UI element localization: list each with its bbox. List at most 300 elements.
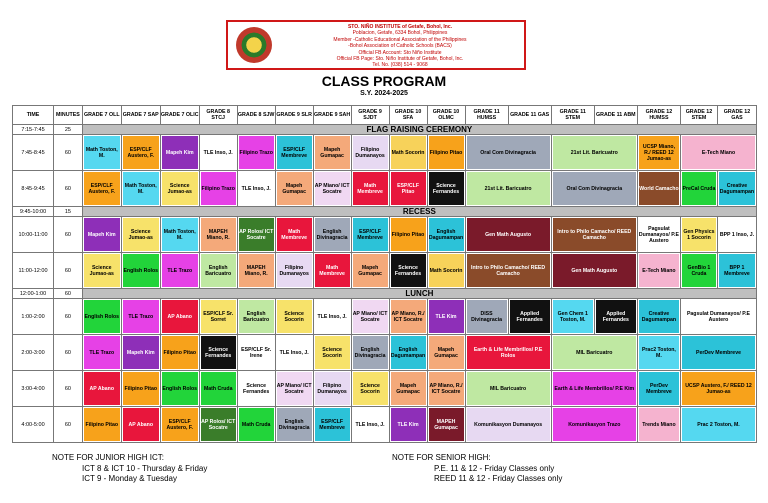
class-cell — [551, 299, 594, 335]
minutes-cell: 60 — [54, 253, 83, 289]
class-cell — [313, 335, 351, 371]
subject-teacher: Math Socorin — [391, 136, 426, 169]
class-cell — [717, 217, 756, 253]
time-cell: 12:00-1:00 — [13, 289, 54, 299]
school-membership: Member -Catholic Educational Association of the Philippines — [333, 36, 467, 43]
class-cell — [199, 371, 237, 407]
subject-teacher: Applied Fernandes — [596, 300, 636, 333]
class-cell — [389, 217, 427, 253]
time-cell: 9:45-10:00 — [13, 207, 54, 217]
subject-teacher: Science Fernandes — [201, 336, 236, 369]
class-cell — [351, 299, 389, 335]
minutes-cell: 60 — [54, 371, 83, 407]
class-cell — [199, 299, 237, 335]
subject-teacher: ESP/CLF Membreve — [315, 408, 350, 441]
subject-teacher: AP Miano, R./ ICT Socatre — [429, 372, 464, 405]
break-label: FLAG RAISING CEREMONY — [82, 125, 756, 135]
subject-teacher: English Dagumampan — [429, 218, 464, 251]
class-cell — [680, 217, 717, 253]
subject-teacher: AP Miano/ ICT Socatre — [353, 300, 388, 333]
class-cell — [82, 253, 121, 289]
subject-teacher: Prac 2 Toston, M. — [682, 408, 755, 441]
class-cell — [389, 371, 427, 407]
class-cell — [465, 135, 551, 171]
column-header: GRADE 10 OLMC — [427, 106, 465, 125]
subject-teacher: English Dagumampan — [391, 336, 426, 369]
class-cell — [121, 335, 160, 371]
class-cell — [199, 171, 237, 207]
class-cell — [275, 171, 313, 207]
subject-teacher: English Divinagracia — [315, 218, 350, 251]
column-header: GRADE 12 GAS — [717, 106, 756, 125]
table-header-row — [13, 106, 757, 125]
class-program-table — [12, 105, 757, 443]
subject-teacher: Mapeh Kim — [123, 336, 159, 369]
junior-high-notes — [52, 453, 207, 485]
column-header: GRADE 11 ABM — [594, 106, 637, 125]
column-header: GRADE 9 SJDT — [351, 106, 389, 125]
schedule-row — [13, 335, 757, 371]
class-cell — [82, 171, 121, 207]
page-title: CLASS PROGRAM — [321, 73, 447, 89]
telephone: Tel. No. (038) 514 - 9068 — [372, 62, 428, 69]
school-year: S.Y. 2024-2025 — [360, 90, 408, 97]
class-cell — [237, 371, 275, 407]
subject-teacher: TLE Inso, J. — [315, 300, 350, 333]
class-cell — [82, 217, 121, 253]
subject-teacher: AP Abano — [84, 372, 120, 405]
class-cell — [508, 299, 551, 335]
class-cell — [551, 135, 637, 171]
subject-teacher: Science Socorin — [277, 300, 312, 333]
subject-teacher: Earth & Life Membrillos/ P.E Rolos — [467, 336, 550, 369]
subject-teacher: Science Jumao-as — [84, 254, 120, 287]
subject-teacher: English Baricuatro — [201, 254, 236, 287]
class-cell — [351, 371, 389, 407]
class-cell — [351, 135, 389, 171]
class-cell — [637, 135, 680, 171]
class-cell — [717, 171, 756, 207]
class-cell — [82, 299, 121, 335]
class-cell — [465, 171, 551, 207]
class-cell — [389, 335, 427, 371]
class-cell — [389, 135, 427, 171]
column-header: GRADE 12 HUMSS — [637, 106, 680, 125]
class-cell — [313, 253, 351, 289]
time-cell: 3:00-4:00 — [13, 371, 54, 407]
school-info — [278, 24, 522, 69]
subject-teacher: Math Toston, M. — [162, 218, 198, 251]
minutes-cell: 25 — [54, 125, 83, 135]
class-cell — [594, 299, 637, 335]
class-cell — [121, 253, 160, 289]
class-cell — [389, 407, 427, 443]
class-cell — [313, 217, 351, 253]
schedule-row — [13, 299, 757, 335]
subject-teacher: Math Cruda — [201, 372, 236, 405]
minutes-cell: 60 — [54, 289, 83, 299]
subject-teacher: MAPEH Miano, R. — [201, 218, 236, 251]
subject-teacher: Creative Dagumampan — [719, 172, 755, 205]
class-cell — [465, 407, 551, 443]
school-name: STO. NIÑO INSTITUTE of Getafe, Bohol, Inc. — [347, 24, 453, 30]
class-cell — [680, 407, 756, 443]
class-cell — [351, 217, 389, 253]
schedule-row — [13, 407, 757, 443]
class-cell — [427, 253, 465, 289]
subject-teacher: TLE Trazo — [162, 254, 198, 287]
class-cell — [551, 217, 637, 253]
class-cell — [160, 135, 199, 171]
class-cell — [465, 299, 508, 335]
class-cell — [551, 335, 637, 371]
break-label: LUNCH — [82, 289, 756, 299]
subject-teacher: Prac2 Toston, M. — [639, 336, 679, 369]
class-cell — [199, 335, 237, 371]
column-header: GRADE 11 STEM — [551, 106, 594, 125]
subject-teacher: ESP/CLF Pitao — [391, 172, 426, 205]
subject-teacher: Math Toston, M. — [84, 136, 120, 169]
class-cell — [237, 335, 275, 371]
subject-teacher: Filipino Trazo — [201, 172, 236, 205]
subject-teacher: Komunikasyon Dumanayos — [467, 408, 550, 441]
subject-teacher: Intro to Philo Camacho/ REED Camacho — [553, 218, 636, 251]
subject-teacher: ESP/CLF Membreve — [353, 218, 388, 251]
class-cell — [121, 371, 160, 407]
subject-teacher: Gen Chem 1 Toston, M. — [553, 300, 593, 333]
column-header: MINUTES — [54, 106, 83, 125]
class-cell — [313, 135, 351, 171]
fb-account: Official FB Account: Sto Niño Institute — [358, 49, 442, 56]
subject-teacher: Trends Miano — [639, 408, 679, 441]
subject-teacher: TLE Inso, J. — [277, 336, 312, 369]
subject-teacher: PreCal Cruda — [682, 172, 716, 205]
subject-teacher: Math Membreve — [277, 218, 312, 251]
class-cell — [160, 299, 199, 335]
break-row — [13, 207, 757, 217]
minutes-cell: 60 — [54, 217, 83, 253]
schedule-row — [13, 171, 757, 207]
column-header: GRADE 7 OLIC — [160, 106, 199, 125]
subject-teacher: Intro to Philo Camacho/ REED Camacho — [467, 254, 550, 287]
class-cell — [427, 371, 465, 407]
column-header: GRADE 8 STCJ — [199, 106, 237, 125]
subject-teacher: Filipino Pitao — [391, 218, 426, 251]
school-header — [226, 20, 526, 70]
school-address: Poblacion, Getafe, 6334 Bohol, Philippines — [352, 30, 448, 37]
subject-teacher: Komunikasyon Trazo — [553, 408, 636, 441]
subject-teacher: Filipino Dumanayos — [277, 254, 312, 287]
schedule-row — [13, 217, 757, 253]
class-cell — [275, 407, 313, 443]
class-cell — [427, 407, 465, 443]
senior-high-notes — [392, 453, 562, 485]
class-cell — [637, 171, 680, 207]
subject-teacher: Science Fernandes — [391, 254, 426, 287]
subject-teacher: Filipino Pitao — [162, 336, 198, 369]
class-cell — [680, 371, 756, 407]
class-cell — [237, 299, 275, 335]
minutes-cell: 60 — [54, 335, 83, 371]
class-cell — [389, 253, 427, 289]
class-cell — [121, 299, 160, 335]
class-cell — [680, 335, 756, 371]
class-cell — [389, 299, 427, 335]
subject-teacher: BPP 1 Inso, J. — [719, 218, 755, 251]
subject-teacher: Science Jumao-as — [162, 172, 198, 205]
subject-teacher: Science Fernandes — [429, 172, 464, 205]
class-cell — [427, 171, 465, 207]
subject-teacher: Filipino Trazo — [239, 136, 274, 169]
class-cell — [275, 217, 313, 253]
column-header: GRADE 8 SJW — [237, 106, 275, 125]
class-cell — [465, 371, 551, 407]
subject-teacher: TLE Kim — [391, 408, 426, 441]
subject-teacher: 21st Lit. Baricuatro — [467, 172, 550, 205]
subject-teacher: AP Miano, R./ ICT Socatre — [391, 300, 426, 333]
class-cell — [427, 135, 465, 171]
subject-teacher: Mapeh Gumapac — [391, 372, 426, 405]
junior-note-line: ICT 8 & ICT 10 - Thursday & Friday — [82, 463, 208, 473]
class-cell — [160, 371, 199, 407]
school-association: -Bohol Association of Catholic Schools (BACS) — [348, 43, 452, 50]
class-cell — [237, 217, 275, 253]
class-cell — [551, 253, 637, 289]
class-cell — [465, 253, 551, 289]
subject-teacher: 21st Lit. Baricuatro — [553, 136, 636, 169]
subject-teacher: E-Tech Miano — [639, 254, 679, 287]
time-cell: 10:00-11:00 — [13, 217, 54, 253]
subject-teacher: Science Fernandes — [239, 372, 274, 405]
break-row — [13, 289, 757, 299]
class-cell — [275, 335, 313, 371]
subject-teacher: Oral Com Divinagracia — [553, 172, 636, 205]
class-cell — [313, 407, 351, 443]
class-cell — [275, 253, 313, 289]
subject-teacher: TLE Inso, J. — [201, 136, 236, 169]
subject-teacher: PerDev Membreve — [682, 336, 755, 369]
subject-teacher: Math Membreve — [353, 172, 388, 205]
class-cell — [551, 407, 637, 443]
class-cell — [637, 217, 680, 253]
class-cell — [199, 407, 237, 443]
subject-teacher: English Rolos — [84, 300, 120, 333]
subject-teacher: AP Miano/ ICT Socatre — [277, 372, 312, 405]
subject-teacher: Oral Com Divinagracia — [467, 136, 550, 169]
column-header: TIME — [13, 106, 54, 125]
subject-teacher: Gen Math Augusto — [467, 218, 550, 251]
subject-teacher: TLE Inso, J. — [239, 172, 274, 205]
subject-teacher: Gen Math Augusto — [553, 254, 636, 287]
subject-teacher: Science Socorin — [315, 336, 350, 369]
subject-teacher: Filipino Dumanayos — [315, 372, 350, 405]
subject-teacher: AP Miano/ ICT Socatre — [315, 172, 350, 205]
column-header: GRADE 7 OLL — [82, 106, 121, 125]
class-cell — [427, 217, 465, 253]
class-cell — [275, 371, 313, 407]
column-header: GRADE 9 SLR — [275, 106, 313, 125]
schedule-row — [13, 135, 757, 171]
class-cell — [199, 217, 237, 253]
column-header: GRADE 7 SAP — [121, 106, 160, 125]
break-row — [13, 125, 757, 135]
class-cell — [199, 253, 237, 289]
subject-teacher: Mapeh Gumapac — [429, 336, 464, 369]
subject-teacher: Math Socorin — [429, 254, 464, 287]
class-cell — [389, 171, 427, 207]
column-header: GRADE 9 SAH — [313, 106, 351, 125]
class-cell — [275, 299, 313, 335]
junior-notes-title: NOTE FOR JUNIOR HIGH ICT: — [52, 453, 164, 462]
subject-teacher: Mapeh Gumapac — [315, 136, 350, 169]
subject-teacher: Pagsulat Dumanayos/ P.E Austero — [639, 218, 679, 251]
class-cell — [121, 135, 160, 171]
class-cell — [237, 135, 275, 171]
subject-teacher: Math Toston, M. — [123, 172, 159, 205]
subject-teacher: PerDev Membreve — [639, 372, 679, 405]
subject-teacher: Science Jumao-as — [123, 218, 159, 251]
subject-teacher: GenBio 1 Cruda — [682, 254, 716, 287]
class-cell — [82, 371, 121, 407]
subject-teacher: Mapeh Kim — [162, 136, 198, 169]
class-cell — [717, 253, 756, 289]
class-cell — [237, 253, 275, 289]
class-cell — [275, 135, 313, 171]
time-cell: 8:45-9:45 — [13, 171, 54, 207]
class-cell — [551, 371, 637, 407]
subject-teacher: BPP 1 Membreve — [719, 254, 755, 287]
class-cell — [237, 171, 275, 207]
subject-teacher: ESP/CLF Austero, F. — [84, 172, 120, 205]
class-cell — [551, 171, 637, 207]
class-cell — [313, 299, 351, 335]
class-cell — [160, 171, 199, 207]
class-cell — [82, 135, 121, 171]
class-cell — [160, 407, 199, 443]
subject-teacher: Filipino Dumanayos — [353, 136, 388, 169]
subject-teacher: AP Rolos/ ICT Socatre — [201, 408, 236, 441]
column-header: GRADE 11 HUMSS — [465, 106, 508, 125]
class-cell — [121, 407, 160, 443]
class-cell — [351, 335, 389, 371]
time-cell: 2:00-3:00 — [13, 335, 54, 371]
subject-teacher: Filipino Pitao — [429, 136, 464, 169]
senior-note-line: REED 11 & 12 - Friday Classes only — [434, 474, 563, 483]
subject-teacher: UCSP Austero, F./ REED 12 Jumao-as — [682, 372, 755, 405]
subject-teacher: ESP/CLF Sr. Sorret — [201, 300, 236, 333]
class-cell — [465, 217, 551, 253]
subject-teacher: Pagsulat Dumanayos/ P.E Austero — [682, 300, 755, 333]
class-cell — [680, 299, 756, 335]
class-cell — [637, 299, 680, 335]
fb-page: Official FB Page: Sto. Niño Institute of Getafe, Bohol, Inc. — [336, 56, 464, 63]
subject-teacher: AP Abano — [123, 408, 159, 441]
subject-teacher: AP Rolos/ ICT Socatre — [239, 218, 274, 251]
subject-teacher: Filipino Pitao — [123, 372, 159, 405]
class-cell — [121, 217, 160, 253]
subject-teacher: Earth & Life Membrillos/ P.E Kim — [553, 372, 636, 405]
schedule-row — [13, 371, 757, 407]
junior-note-line: ICT 9 - Monday & Tuesday — [82, 474, 178, 483]
subject-teacher: Filipino Pitao — [84, 408, 120, 441]
class-cell — [313, 371, 351, 407]
minutes-cell: 60 — [54, 135, 83, 171]
subject-teacher: Math Cruda — [239, 408, 274, 441]
class-cell — [637, 371, 680, 407]
class-cell — [680, 135, 756, 171]
break-label: RECESS — [82, 207, 756, 217]
subject-teacher: Gen Physics 1 Socorin — [682, 218, 716, 251]
class-cell — [82, 335, 121, 371]
subject-teacher: AP Abano — [162, 300, 198, 333]
class-cell — [465, 335, 551, 371]
subject-teacher: Creative Dagumampan — [639, 300, 679, 333]
column-header: GRADE 12 STEM — [680, 106, 717, 125]
subject-teacher: English Rolos — [162, 372, 198, 405]
class-cell — [160, 253, 199, 289]
class-cell — [199, 135, 237, 171]
subject-teacher: Science Socorin — [353, 372, 388, 405]
subject-teacher: ESP/CLF Austero, F. — [123, 136, 159, 169]
senior-notes-title: NOTE FOR SENIOR HIGH: — [392, 453, 491, 462]
class-cell — [351, 171, 389, 207]
subject-teacher: MIL Baricuatro — [553, 336, 636, 369]
subject-teacher: ESP/CLF Sr. Irene — [239, 336, 274, 369]
class-cell — [637, 407, 680, 443]
class-cell — [427, 299, 465, 335]
subject-teacher: TLE Kim — [429, 300, 464, 333]
class-cell — [427, 335, 465, 371]
subject-teacher: ESP/CLF Membreve — [277, 136, 312, 169]
class-cell — [313, 171, 351, 207]
time-cell: 7:15-7:45 — [13, 125, 54, 135]
schedule-row — [13, 253, 757, 289]
class-cell — [351, 253, 389, 289]
subject-teacher: English Divinagracia — [277, 408, 312, 441]
subject-teacher: TLE Inso, J. — [353, 408, 388, 441]
time-cell: 11:00-12:00 — [13, 253, 54, 289]
class-cell — [237, 407, 275, 443]
minutes-cell: 60 — [54, 171, 83, 207]
class-cell — [121, 171, 160, 207]
subject-teacher: Mapeh Gumapac — [353, 254, 388, 287]
time-cell: 1:00-2:00 — [13, 299, 54, 335]
column-header: GRADE 10 SFA — [389, 106, 427, 125]
minutes-cell: 15 — [54, 207, 83, 217]
subject-teacher: Mapeh Gumapac — [277, 172, 312, 205]
time-cell: 7:45-8:45 — [13, 135, 54, 171]
subject-teacher: World Camacho — [639, 172, 679, 205]
subject-teacher: UCSP Miano, R./ REED 12 Jumao-as — [639, 136, 679, 169]
minutes-cell: 60 — [54, 407, 83, 443]
class-cell — [680, 171, 717, 207]
subject-teacher: Applied Fernandes — [510, 300, 550, 333]
minutes-cell: 60 — [54, 299, 83, 335]
subject-teacher: E-Tech Miano — [682, 136, 755, 169]
subject-teacher: TLE Trazo — [84, 336, 120, 369]
time-cell: 4:00-5:00 — [13, 407, 54, 443]
school-seal-icon — [236, 27, 272, 63]
subject-teacher: DISS Divinagracia — [467, 300, 507, 333]
senior-note-line: P.E. 11 & 12 - Friday Classes only — [434, 463, 555, 473]
subject-teacher: English Baricuatro — [239, 300, 274, 333]
subject-teacher: MAPEH Miano, R. — [239, 254, 274, 287]
class-cell — [351, 407, 389, 443]
subject-teacher: English Divinagracia — [353, 336, 388, 369]
class-cell — [160, 335, 199, 371]
class-cell — [637, 253, 680, 289]
class-cell — [160, 217, 199, 253]
